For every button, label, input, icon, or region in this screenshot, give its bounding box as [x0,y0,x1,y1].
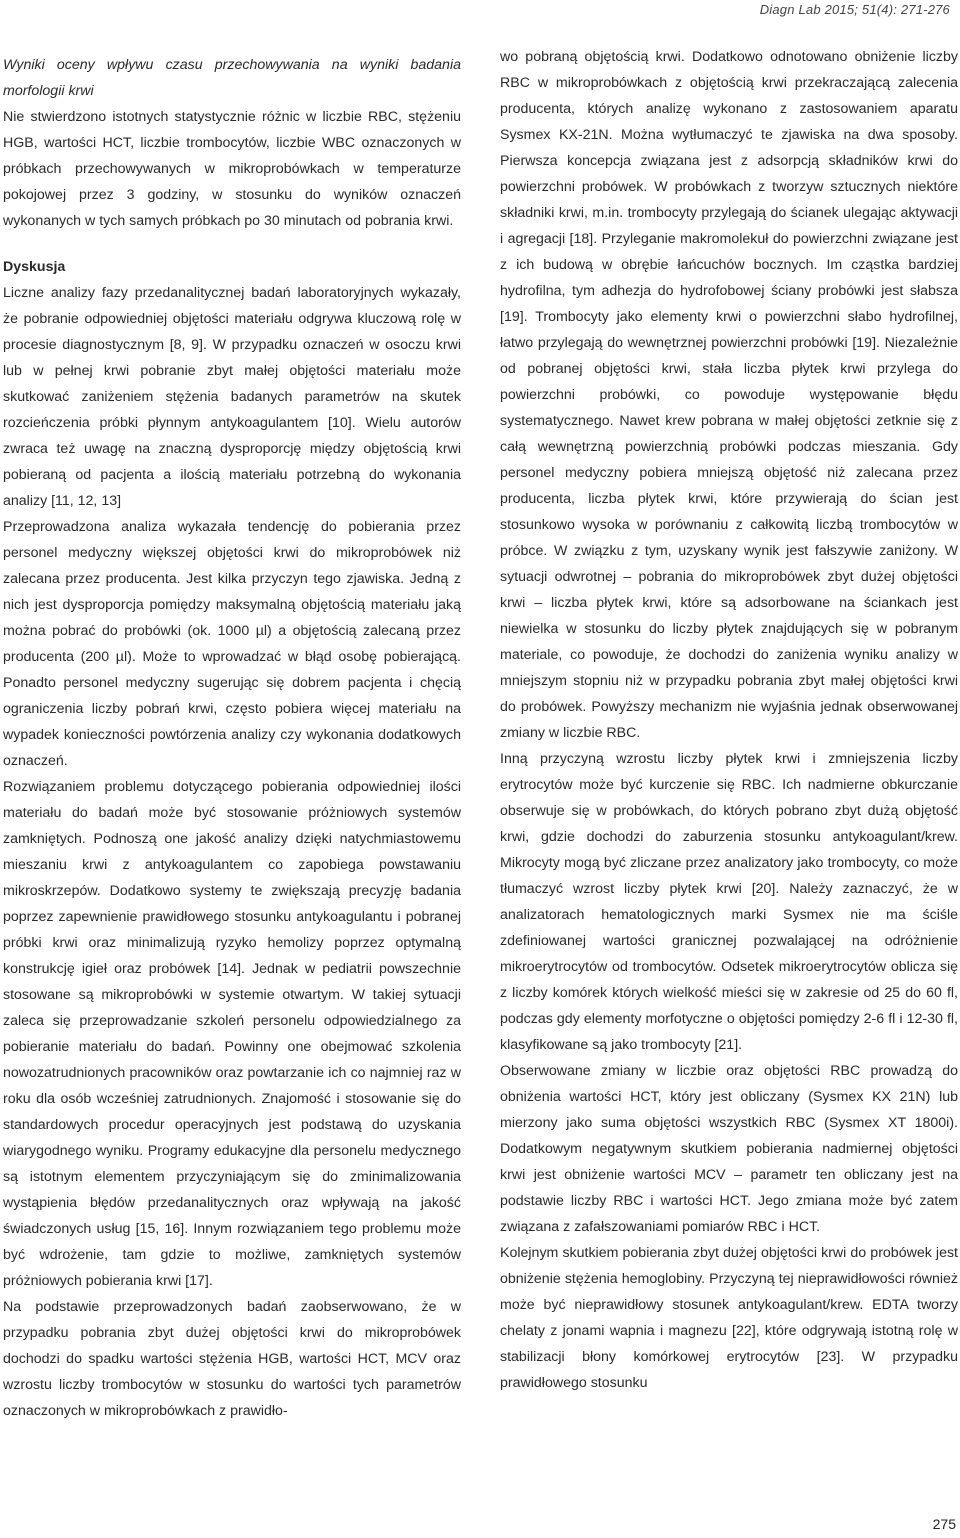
paragraph: Na podstawie przeprowadzonych badań zaobserwowano, że w przypadku pobrania zbyt dużej objętości krwi do mikroprobówek dochodzi do spadku wartości stężenia HGB, wartości HCT, MCV oraz wzrostu liczby trombocytów w stosunku do wartości tych parametrów oznaczonych w mikroprobówkach z prawidło- [3,1299,461,1419]
paragraph: Przeprowadzona analiza wykazała tendencję do pobierania przez personel medyczny większej objętości krwi do mikroprobówek niż zalecana przez producenta. Jest kilka przyczyn tego zjawiska. Jedną z nich jest dysproporcja pomiędzy maksymalną objętością materiału jaką można pobrać do probówki (ok. 1000 µl) a objętością zalecaną przez producenta (200 µl). Może to wprowadzać w błąd osobę pobierającą. Ponadto personel medyczny sugerując się dobrem pacjenta i chęcią ograniczenia liczby pobrań krwi, często pobiera więcej materiału na wypadek konieczności powtórzenia analizy czy wykonania dodatkowych oznaczeń. [3,519,461,769]
running-head: Diagn Lab 2015; 51(4): 271-276 [759,2,950,17]
paragraph: Inną przyczyną wzrostu liczby płytek krwi i zmniejszenia liczby erytrocytów może być kurczenie się RBC. Ich nadmierne obkurczanie obserwuje się w probówkach, do których pobrano zbyt dużą objętość krwi, gdzie dochodzi do zaburzenia stosunku antykoagulant/krew. Mikrocyty mogą być zliczane przez analizatory jako trombocyty, co może tłumaczyć wzrost liczby płytek krwi [20]. Należy zaznaczyć, że w analizatorach hematologicznych marki Sysmex nie ma ściśle zdefiniowanej wartości granicznej pozwalającej na odróżnienie mikroerytrocytów od trombocytów. Odsetek mikroerytrocytów oblicza się z liczby komórek których wielkość mieści się w zakresie od 25 do 60 fl, podczas gdy elementy morfotyczne o objętości pomiędzy 2-6 fl i 12-30 fl, klasyfikowane są jako trombocyty [21]. [500,751,958,1053]
paragraph: Rozwiązaniem problemu dotyczącego pobierania odpowiedniej ilości materiału do badań może być stosowanie próżniowych systemów zamkniętych. Podnoszą one jakość analizy dzięki natychmiastowemu mieszaniu krwi z antykoagulantem co zapobiega powstawaniu mikroskrzepów. Dodatkowo systemy te zwiększają precyzję badania poprzez zapewnienie prawidłowego stosunku antykoagulantu i pobranej próbki krwi oraz minimalizują ryzyko hemolizy poprzez optymalną konstrukcję igieł oraz probówek [14]. Jednak w pediatrii powszechnie stosowane są mikroprobówki w systemie otwartym. W takiej sytuacji zaleca się przeprowadzanie szkoleń personelu odpowiedzialnego za pobieranie materiału do badań. Powinny one obejmować szkolenia nowozatrudnionych pracowników oraz powtarzanie ich co najmniej raz w roku dla osób wcześniej zatrudnionych. Znajomość i stosowanie się do standardowych procedur operacyjnych jest podstawą do uzyskania wiarygodnego wyniku. Programy edukacyjne dla personelu medycznego są istotnym elementem przyczyniającym się do zminimalizowania wystąpienia błędów przedanalitycznych oraz wpływają na jakość świadczonych usług [15, 16]. Innym rozwiązaniem tego problemu może być wdrożenie, tam gdzie to możliwe, zamkniętych systemów próżniowych pobierania krwi [17]. [3,779,461,1289]
paragraph: Kolejnym skutkiem pobierania zbyt dużej objętości krwi do probówek jest obniżenie stężenia hemoglobiny. Przyczyną tej nieprawidłowości również może być nieprawidłowy stosunek antykoagulant/krew. EDTA tworzy chelaty z jonami wapnia i magnezu [22], które odgrywają istotną rolę w stabilizacji błony komórkowej erytrocytów [23]. W przypadku prawidłowego stosunku [500,1245,958,1391]
page-number: 275 [932,1516,956,1532]
paragraph: Nie stwierdzono istotnych statystycznie różnic w liczbie RBC, stężeniu HGB, wartości HCT, liczbie trombocytów, liczbie WBC oznaczonych w próbkach przechowywanych w mikroprobówkach w temperaturze pokojowej przez 3 godziny, w stosunku do wyników oznaczeń wykonanych w tych samych próbkach po 30 minutach od pobrania krwi. [3,109,461,229]
paragraph: Obserwowane zmiany w liczbie oraz objętości RBC prowadzą do obniżenia wartości HCT, który jest obliczany (Sysmex KX 21N) lub mierzony jako suma objętości wszystkich RBC (Sysmex XT 1800i). Dodatkowym negatywnym skutkiem pobierania nadmiernej objętości krwi jest obniżenie wartości MCV – parametr ten obliczany jest na podstawie liczby RBC i wartości HCT. Jego zmiana może być zatem związana z zafałszowaniami pomiarów RBC i HCT. [500,1063,958,1235]
subsection-heading: Wyniki oceny wpływu czasu przechowywania na wyniki badania morfologii krwi [3,57,461,99]
paragraph: wo pobraną objętością krwi. Dodatkowo odnotowano obniżenie liczby RBC w mikroprobówkach z objętością krwi przekraczającą zalecenia producenta, których analizę wykonano z zastosowaniem aparatu Sysmex KX-21N. Można wytłumaczyć te zjawiska na dwa sposoby. Pierwsza koncepcja związana jest z adsorpcją składników krwi do powierzchni probówek. W probówkach z tworzyw sztucznych niektóre składniki krwi, m.in. trombocyty przylegają do ścianek ulegając aktywacji i agregacji [18]. Przyleganie makromolekuł do powierzchni związane jest z ich budową w obrębie łańcuchów bocznych. Im cząstka bardziej hydrofilna, tym adhezja do hydrofobowej ściany probówki jest słabsza [19]. Trombocyty jako elementy krwi o powierzchni słabo hydrofilnej, łatwo przylegają do wewnętrznej powierzchni probówki [19]. Niezależnie od pobranej objętości krwi, stała liczba płytek krwi przylega do powierzchni probówki, co powoduje występowanie błędu systematycznego. Nawet krew pobrana w małej objętości zetknie się z całą wewnętrzną powierzchnią probówki podczas mieszania. Gdy personel medyczny pobiera mniejszą objętość niż zalecana przez producenta, liczba płytek krwi, które przywierają do ścian jest stosunkowo wysoka w porównaniu z całkowitą liczbą trombocytów w próbce. W związku z tym, uzyskany wynik jest fałszywie zaniżony. W sytuacji odwrotnej – pobrania do mikroprobówek zbyt dużej objętości krwi – liczba płytek krwi, które są adsorbowane na ściankach jest niewielka w stosunku do liczby płytek znajdujących się w pobranym materiale, co powoduje, że dochodzi do zaniżenia wyniku analizy w mniejszym stopniu niż w przypadku pobrania zbyt małej objętości krwi do probówek. Powyższy mechanizm nie wyjaśnia jednak obserwowanej zmiany w liczbie RBC. [500,49,958,741]
right-column [500,44,958,1396]
left-column [3,52,461,1424]
section-heading-discussion: Dyskusja [3,259,66,275]
paragraph: Liczne analizy fazy przedanalitycznej badań laboratoryjnych wykazały, że pobranie odpowiedniej objętości materiału odgrywa kluczową rolę w procesie diagnostycznym [8, 9]. W przypadku oznaczeń w osoczu krwi lub w pełnej krwi pobranie zbyt małej objętości materiału może skutkować zaniżeniem stężenia badanych parametrów na skutek rozcieńczenia próbki płynnym antykoagulantem [10]. Wielu autorów zwraca też uwagę na znaczną dysproporcję między objętością krwi pobieraną od pacjenta a ilością materiału potrzebną do wykonania analizy [11, 12, 13] [3,285,461,509]
